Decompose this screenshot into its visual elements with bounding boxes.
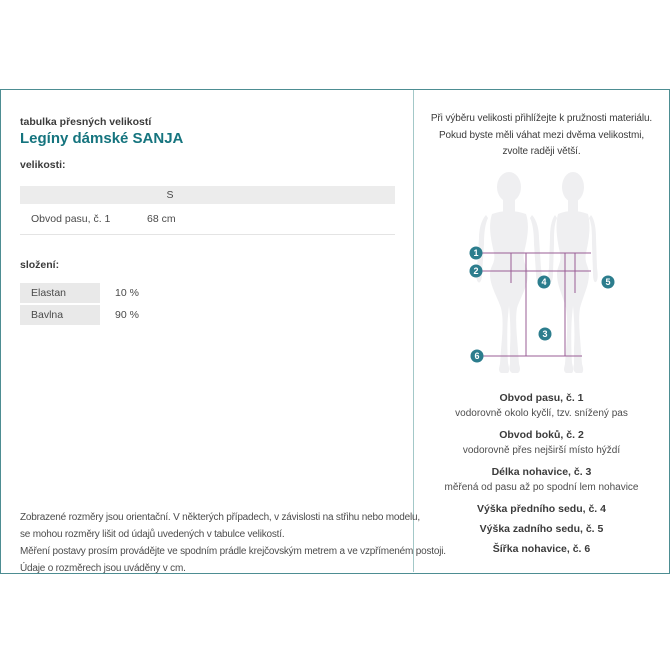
measurement-legend (413, 390, 670, 561)
legend-item (413, 501, 670, 517)
legend-item (413, 390, 670, 422)
legend-title: Výška zadního sedu, č. 5 (479, 523, 604, 535)
legend-description: vodorovně přes nejširší místo hýždí (462, 445, 621, 456)
legend-title: Výška předního sedu, č. 4 (477, 503, 606, 515)
composition-row (20, 305, 280, 325)
composition-section-label: složení: (20, 259, 60, 271)
size-table-header-row (20, 186, 395, 204)
marker-6 (471, 350, 484, 363)
material-percent: 10 % (115, 287, 139, 299)
measurement-value: 68 cm (147, 213, 176, 225)
composition-table (20, 283, 280, 327)
legend-title: Délka nohavice, č. 3 (491, 466, 592, 478)
measurement-diagram (455, 168, 640, 383)
marker-5 (602, 276, 615, 289)
disclaimer-text (20, 509, 446, 577)
sizes-section-label: velikosti: (20, 159, 66, 171)
size-column-header: S (166, 189, 174, 201)
disclaimer-line: Zobrazené rozměry jsou orientační. V některých případech, v závislosti na střihu nebo modelu, (20, 512, 420, 523)
marker-3 (539, 328, 552, 341)
marker-2 (470, 265, 483, 278)
material-name: Bavlna (20, 305, 100, 325)
marker-3-number: 3 (542, 329, 548, 339)
material-percent: 90 % (115, 309, 139, 321)
size-table (20, 186, 395, 235)
table-caption: tabulka přesných velikostí (20, 116, 152, 128)
table-row (20, 204, 395, 235)
marker-5-number: 5 (605, 277, 611, 287)
disclaimer-line: Údaje o rozměrech jsou uváděny v cm. (20, 563, 186, 574)
legend-title: Obvod pasu, č. 1 (499, 392, 584, 404)
composition-row (20, 283, 280, 303)
legend-description: vodorovně okolo kyčlí, tzv. snížený pas (455, 408, 628, 419)
advice-line: Při výběru velikosti přihlížejte k pružnosti materiálu. (430, 113, 653, 124)
legend-description: měřená od pasu až po spodní lem nohavice (444, 482, 639, 493)
material-name: Elastan (20, 283, 100, 303)
disclaimer-line: Měření postavy prosím provádějte ve spodním prádle krejčovským metrem a ve vzpřímeném postoji. (20, 546, 446, 557)
legend-item (413, 427, 670, 459)
figure-side-silhouette (548, 172, 597, 373)
legend-title: Obvod boků, č. 2 (499, 429, 584, 441)
product-title: Legíny dámské SANJA (20, 130, 184, 147)
marker-1-number: 1 (473, 248, 479, 258)
marker-4-number: 4 (541, 277, 547, 287)
legend-item (413, 464, 670, 496)
advice-line: zvolte raději větší. (502, 146, 581, 157)
disclaimer-line: se mohou rozměry lišit od údajů uvedených v tabulce velikostí. (20, 529, 285, 540)
marker-2-number: 2 (473, 266, 479, 276)
marker-1 (470, 247, 483, 260)
legend-title: Šířka nohavice, č. 6 (492, 543, 591, 555)
marker-4 (538, 276, 551, 289)
size-advice-text (413, 111, 670, 161)
figure-front-silhouette (476, 172, 541, 373)
legend-item (413, 541, 670, 557)
marker-6-number: 6 (474, 351, 480, 361)
advice-line: Pokud byste měli váhat mezi dvěma velikostmi, (438, 129, 645, 141)
legend-item (413, 521, 670, 537)
measurement-label: Obvod pasu, č. 1 (31, 213, 111, 225)
